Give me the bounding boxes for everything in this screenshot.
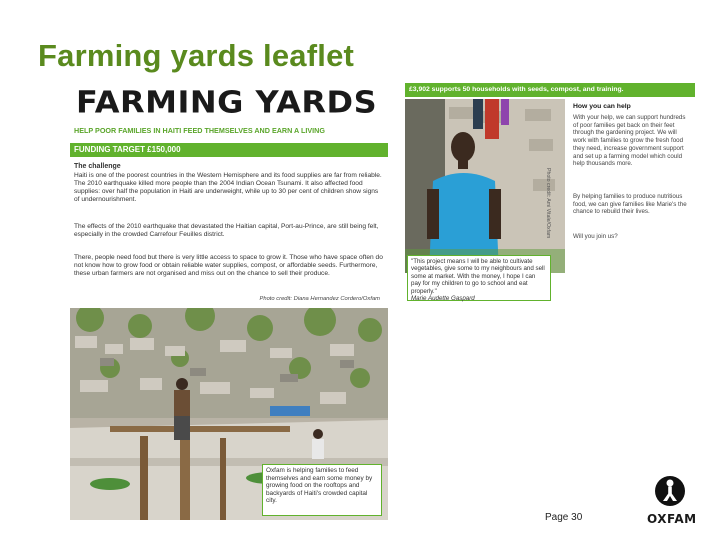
farmer-quote-author: Marie Audette Gaspard	[411, 295, 475, 303]
help-paragraph-2: By helping families to produce nutritious food, we can give families like Marie's the chance to rebuild their lives.	[573, 193, 687, 216]
leaflet-left-page	[70, 80, 388, 520]
challenge-paragraph-2: The effects of the 2010 earthquake that devastated the Haitian capital, Port-au-Prince, are still being felt, especially in the crowded Carrefour Feuilles district.	[74, 223, 379, 238]
leaflet-heading: FARMING YARDS	[76, 84, 378, 121]
leaflet-right-page	[405, 83, 695, 303]
slide-title: Farming yards leaflet	[38, 38, 355, 73]
photo-credit-left: Photo credit: Diana Hernandez Cordero/Oxfam	[259, 296, 380, 302]
help-paragraph-1: With your help, we can support hundreds of poor families get back on their feet through the gardening project. We will work with families to grow the fresh food they need, increase government support and set up a farming model which could help thousands more.	[573, 114, 686, 168]
challenge-paragraph-1: Haiti is one of the poorest countries in the Western Hemisphere and its food supplies are far from reliable. The 2010 earthquake killed more people than the 2004 Indian Ocean Tsunami. It also affected food supplies: over half the population in Haiti are underweight, while up to 30 per cent of children show signs of undernourishment.	[74, 172, 382, 203]
oxfam-wordmark: OXFAM	[647, 512, 697, 526]
oxfam-symbol-icon	[644, 474, 696, 510]
leaflet-subtitle: HELP POOR FAMILIES IN HAITI FEED THEMSELVES AND EARN A LIVING	[74, 126, 325, 135]
help-paragraph-3: Will you join us?	[573, 233, 618, 240]
challenge-paragraph-3: There, people need food but there is very little access to space to grow it. Those who have space often do not know how to grow food or obtain reliable water supplies, compost, or affordable seeds. Furthermore, these urban farmers are not organised and miss out on the chance to sell their produce.	[74, 254, 383, 277]
funding-target-text: FUNDING TARGET £150,000	[74, 145, 181, 154]
page-number: Page 30	[545, 512, 583, 523]
photo-caption: Oxfam is helping families to feed themselves and earn some money by growing food on the rooftops and backyards of Haiti's crowded capital city.	[262, 464, 382, 516]
farmer-quote-text: "This project means I will be able to cultivate vegetables, give some to my neighbours and sell some at market. With the money, I hope I can pay for my children to go to school and eat properly."	[411, 258, 545, 295]
challenge-heading: The challenge	[74, 163, 121, 170]
farmer-portrait-photo	[405, 99, 565, 273]
how-you-can-help-heading: How you can help	[573, 103, 631, 110]
support-banner-text: £3,902 supports 50 households with seeds, compost, and training.	[409, 86, 624, 93]
farmer-quote-box	[407, 255, 551, 301]
funding-target-bar	[70, 143, 388, 157]
support-banner	[405, 83, 695, 97]
photo-credit-right: Photo credit: Ami Vitale/Oxfam	[545, 168, 551, 239]
